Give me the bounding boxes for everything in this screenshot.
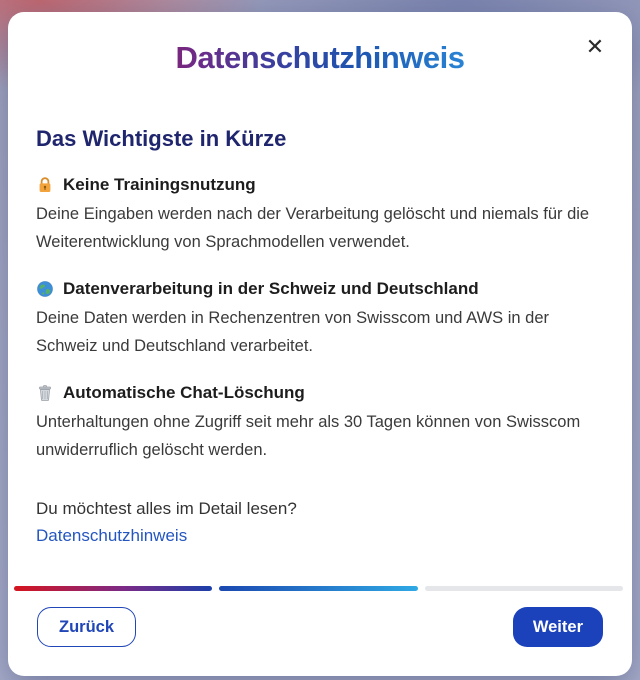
section-title: Automatische Chat-Löschung xyxy=(63,383,305,402)
progress-step-3 xyxy=(425,586,623,591)
section-title: Keine Trainingsnutzung xyxy=(63,175,256,194)
privacy-notice-link[interactable]: Datenschutzhinweis xyxy=(36,526,188,545)
progress-step-1 xyxy=(14,586,212,591)
progress-step-2 xyxy=(219,586,417,591)
section-no-training xyxy=(36,175,604,256)
close-icon[interactable]: ✕ xyxy=(580,32,610,62)
globe-icon xyxy=(36,280,54,298)
section-body: Unterhaltungen ohne Zugriff seit mehr als 30 Tagen können von Swisscom unwiderruflich gelöscht werden. xyxy=(36,413,581,459)
section-data-location xyxy=(36,279,604,360)
step-progress-bar xyxy=(14,586,623,591)
section-auto-delete xyxy=(36,383,604,464)
section-body: Deine Daten werden in Rechenzentren von Swisscom und AWS in der Schweiz und Deutschland verarbeitet. xyxy=(36,309,549,355)
next-button[interactable]: Weiter xyxy=(513,607,603,647)
detail-prompt: Du möchtest alles im Detail lesen? xyxy=(36,499,297,518)
detail-block xyxy=(36,495,604,546)
back-button[interactable]: Zurück xyxy=(37,607,136,647)
section-title: Datenverarbeitung in der Schweiz und Deutschland xyxy=(63,279,479,298)
summary-heading: Das Wichtigste in Kürze xyxy=(36,126,287,151)
privacy-dialog xyxy=(8,12,632,676)
dialog-footer xyxy=(8,607,632,647)
dialog-content xyxy=(8,126,632,546)
dialog-title: Datenschutzhinweis xyxy=(8,40,632,76)
lock-icon xyxy=(36,176,54,194)
trash-icon xyxy=(36,384,54,402)
section-body: Deine Eingaben werden nach der Verarbeitung gelöscht und niemals für die Weiterentwicklung von Sprachmodellen verwendet. xyxy=(36,205,590,251)
